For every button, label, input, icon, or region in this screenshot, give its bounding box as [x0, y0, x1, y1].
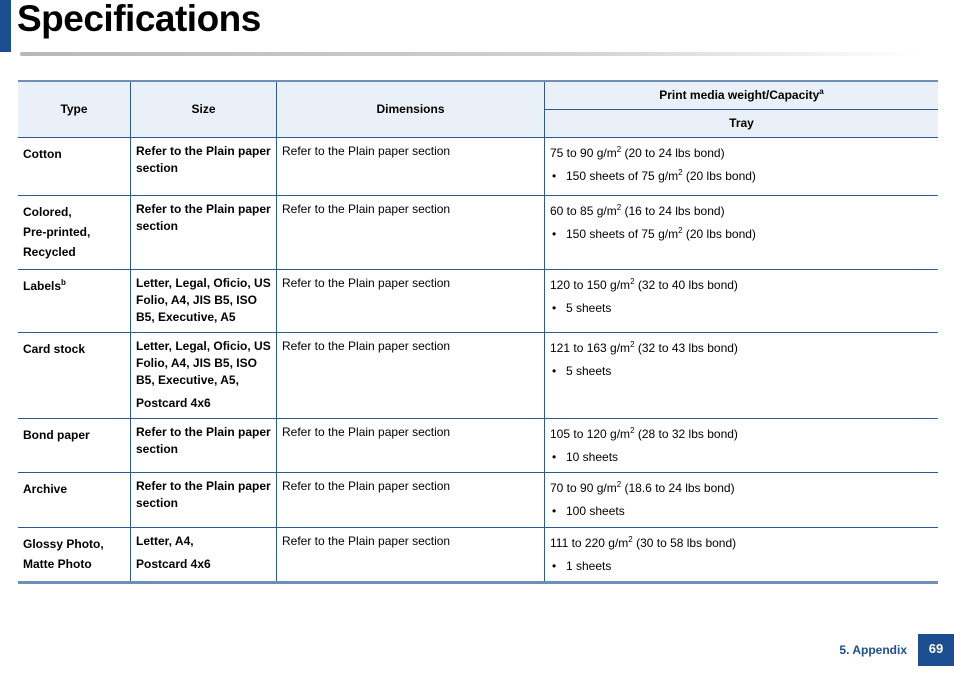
header-weight-footnote: a: [819, 87, 824, 96]
cell-type: [18, 419, 131, 473]
weight-range: [550, 426, 933, 443]
type-text: Colored,: [23, 205, 72, 219]
type-line: [23, 224, 125, 241]
cell-size: [131, 270, 277, 333]
weight-range: [550, 203, 933, 220]
weight-bond: (32 to 40 lbs bond): [634, 278, 738, 292]
weight-bond: (32 to 43 lbs bond): [634, 341, 738, 355]
type-line: [23, 204, 125, 221]
cell-dimensions: Refer to the Plain paper section: [277, 196, 545, 270]
cell-dimensions: Refer to the Plain paper section: [277, 419, 545, 473]
cell-weight-capacity: [545, 528, 939, 583]
weight-bond: (28 to 32 lbs bond): [634, 427, 738, 441]
type-text: Card stock: [23, 342, 86, 356]
type-text: Recycled: [23, 245, 76, 259]
cell-type: [18, 270, 131, 333]
capacity-value: 1 sheets: [566, 559, 612, 573]
cell-weight-capacity: [545, 473, 939, 528]
type-text: Pre-printed,: [23, 225, 91, 239]
type-line: [23, 341, 125, 358]
weight-bond: (18.6 to 24 lbs bond): [621, 481, 735, 495]
header-type: Type: [18, 81, 131, 138]
weight-value: 70 to 90 g/m: [550, 481, 617, 495]
weight-value: 105 to 120 g/m: [550, 427, 631, 441]
capacity-value: 10 sheets: [566, 450, 619, 464]
capacity-bullet: [550, 449, 933, 466]
cell-size: [131, 138, 277, 196]
cell-dimensions: Refer to the Plain paper section: [277, 473, 545, 528]
weight-range: [550, 277, 933, 294]
size-text: Refer to the Plain paper section: [136, 144, 271, 175]
capacity-exponent: 2: [678, 226, 683, 235]
size-text: Postcard 4x6: [136, 396, 211, 410]
type-text: Labels: [23, 279, 62, 293]
capacity-value: 5 sheets: [566, 301, 612, 315]
table-row: [18, 270, 938, 333]
table-row: [18, 196, 938, 270]
header-tray: Tray: [545, 110, 939, 138]
title-accent-bar: [0, 0, 11, 52]
header-size: Size: [131, 81, 277, 138]
cell-size: [131, 196, 277, 270]
type-line: [23, 244, 125, 261]
cell-weight-capacity: [545, 196, 939, 270]
capacity-bullet: [550, 503, 933, 520]
type-text: Glossy Photo,: [23, 537, 104, 551]
capacity-bullet: [550, 363, 933, 380]
size-text: Refer to the Plain paper section: [136, 202, 271, 233]
weight-exponent: 2: [630, 426, 635, 435]
weight-bond: (20 to 24 lbs bond): [621, 146, 725, 160]
type-line: [23, 146, 125, 163]
size-text: Refer to the Plain paper section: [136, 425, 271, 456]
table-row: [18, 419, 938, 473]
type-text: Cotton: [23, 147, 62, 161]
size-text: Refer to the Plain paper section: [136, 479, 271, 510]
cell-type: [18, 138, 131, 196]
table-body: [18, 138, 938, 583]
capacity-bullet: [550, 226, 933, 243]
paper-spec-table: [18, 80, 938, 584]
cell-size: [131, 473, 277, 528]
weight-exponent: 2: [630, 277, 635, 286]
header-weight-capacity: [545, 81, 939, 110]
cell-type: [18, 196, 131, 270]
cell-type: [18, 333, 131, 419]
capacity-value: 150 sheets of 75 g/m: [566, 227, 679, 241]
capacity-bullet: [550, 168, 933, 185]
type-line: [23, 536, 125, 553]
header-dimensions: Dimensions: [277, 81, 545, 138]
type-line: [23, 556, 125, 573]
size-text: Letter, A4,: [136, 534, 194, 548]
weight-exponent: 2: [628, 535, 633, 544]
cell-type: [18, 473, 131, 528]
weight-range: [550, 480, 933, 497]
weight-exponent: 2: [630, 340, 635, 349]
page-number-badge: 69: [918, 634, 954, 666]
weight-range: [550, 340, 933, 357]
type-line: [23, 481, 125, 498]
table-row: [18, 528, 938, 583]
capacity-bullet: [550, 558, 933, 575]
weight-range: [550, 535, 933, 552]
weight-bond: (30 to 58 lbs bond): [632, 536, 737, 550]
size-text: Letter, Legal, Oficio, US Folio, A4, JIS B5, ISO B5, Executive, A5: [136, 276, 271, 324]
capacity-value: 100 sheets: [566, 504, 625, 518]
title-underline-rule: [20, 52, 920, 56]
table-row: [18, 333, 938, 419]
cell-size: [131, 333, 277, 419]
weight-range: [550, 145, 933, 162]
weight-value: 111 to 220 g/m: [550, 536, 629, 550]
weight-value: 75 to 90 g/m: [550, 146, 617, 160]
capacity-value: 150 sheets of 75 g/m: [566, 169, 679, 183]
capacity-bond: (20 lbs bond): [682, 227, 756, 241]
cell-dimensions: Refer to the Plain paper section: [277, 270, 545, 333]
type-line: [23, 278, 125, 295]
weight-value: 120 to 150 g/m: [550, 278, 631, 292]
cell-dimensions: Refer to the Plain paper section: [277, 333, 545, 419]
page-title: Specifications: [17, 0, 261, 39]
cell-weight-capacity: [545, 419, 939, 473]
cell-size: [131, 419, 277, 473]
cell-size: [131, 528, 277, 583]
cell-weight-capacity: [545, 138, 939, 196]
weight-exponent: 2: [616, 480, 622, 489]
size-text: Letter, Legal, Oficio, US Folio, A4, JIS B5, ISO B5, Executive, A5,: [136, 339, 271, 387]
weight-exponent: 2: [616, 145, 622, 154]
type-text: Bond paper: [23, 428, 90, 442]
type-text: Archive: [23, 482, 68, 496]
size-text: Postcard 4x6: [136, 557, 211, 571]
table-row: [18, 473, 938, 528]
table-row: [18, 138, 938, 196]
weight-exponent: 2: [616, 203, 622, 212]
type-line: [23, 427, 125, 444]
table-header-row: [18, 81, 938, 110]
weight-value: 60 to 85 g/m: [550, 204, 617, 218]
cell-dimensions: Refer to the Plain paper section: [277, 138, 545, 196]
type-text: Matte Photo: [23, 557, 92, 571]
cell-weight-capacity: [545, 333, 939, 419]
type-footnote: b: [61, 278, 66, 287]
weight-value: 121 to 163 g/m: [550, 341, 631, 355]
cell-dimensions: Refer to the Plain paper section: [277, 528, 545, 583]
weight-bond: (16 to 24 lbs bond): [621, 204, 725, 218]
footer-section-label: 5. Appendix: [839, 643, 907, 657]
capacity-value: 5 sheets: [566, 364, 612, 378]
capacity-bond: (20 lbs bond): [682, 169, 756, 183]
cell-type: [18, 528, 131, 583]
header-weight-label: Print media weight/Capacity: [659, 88, 820, 102]
cell-weight-capacity: [545, 270, 939, 333]
capacity-exponent: 2: [678, 168, 683, 177]
capacity-bullet: [550, 300, 933, 317]
